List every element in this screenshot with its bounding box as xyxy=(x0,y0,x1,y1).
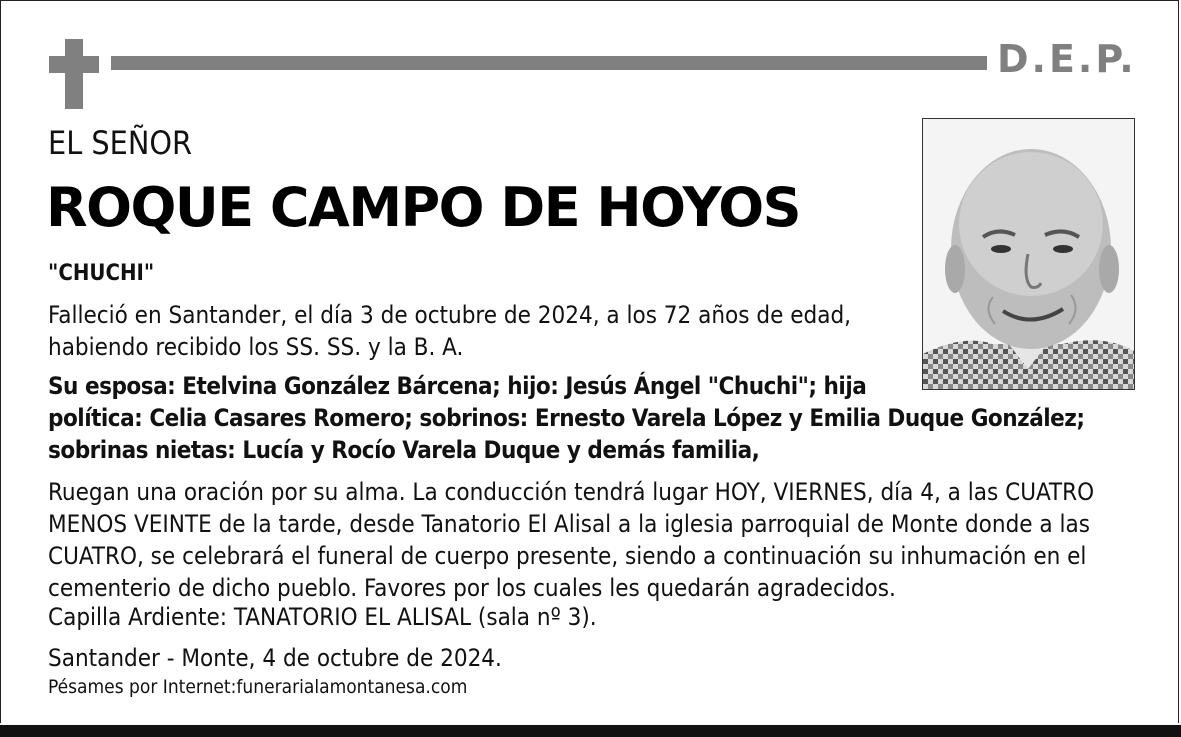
header-rule xyxy=(111,56,987,70)
condolences-link: Pésames por Internet:funerarialamontanesa.com xyxy=(48,676,468,698)
family-list xyxy=(48,370,1148,466)
deceased-name: ROQUE CAMPO DE HOYOS xyxy=(46,176,801,239)
place-date: Santander - Monte, 4 de octubre de 2024. xyxy=(48,644,502,672)
bottom-bar xyxy=(0,725,1181,737)
family-line: Su esposa: Etelvina González Bárcena; hijo: Jesús Ángel "Chuchi"; hija xyxy=(48,372,867,400)
death-notice-line: habiendo recibido los SS. SS. y la B. A. xyxy=(48,333,464,361)
ceremony-line: Ruegan una oración por su alma. La conducción tendrá lugar HOY, VIERNES, día 4, a las CUATRO xyxy=(48,478,1095,506)
dep-label: D.E.P. xyxy=(997,37,1137,81)
ceremony-line: cementerio de dicho pueblo. Favores por los cuales les quedarán agradecidos. xyxy=(48,574,896,602)
death-notice-line: Falleció en Santander, el día 3 de octubre de 2024, a los 72 años de edad, xyxy=(48,301,852,329)
deceased-nickname: "CHUCHI" xyxy=(48,261,155,286)
family-line: política: Celia Casares Romero; sobrinos: Ernesto Varela López y Emilia Duque González; xyxy=(48,404,1085,432)
ceremony-line: CUATRO, se celebrará el funeral de cuerpo presente, siendo a continuación su inhumación en el xyxy=(48,542,1087,570)
ceremony-line: MENOS VEINTE de la tarde, desde Tanatorio El Alisal a la iglesia parroquial de Monte donde a las xyxy=(48,510,1090,538)
ceremony-details xyxy=(48,476,1148,604)
title-prefix: EL SEÑOR xyxy=(48,124,193,162)
family-line: sobrinas nietas: Lucía y Rocío Varela Duque y demás familia, xyxy=(48,436,760,464)
portrait-photo xyxy=(922,118,1135,390)
chapel-info: Capilla Ardiente: TANATORIO EL ALISAL (sala nº 3). xyxy=(48,603,597,631)
death-notice xyxy=(48,299,908,363)
cross-icon xyxy=(49,39,99,109)
